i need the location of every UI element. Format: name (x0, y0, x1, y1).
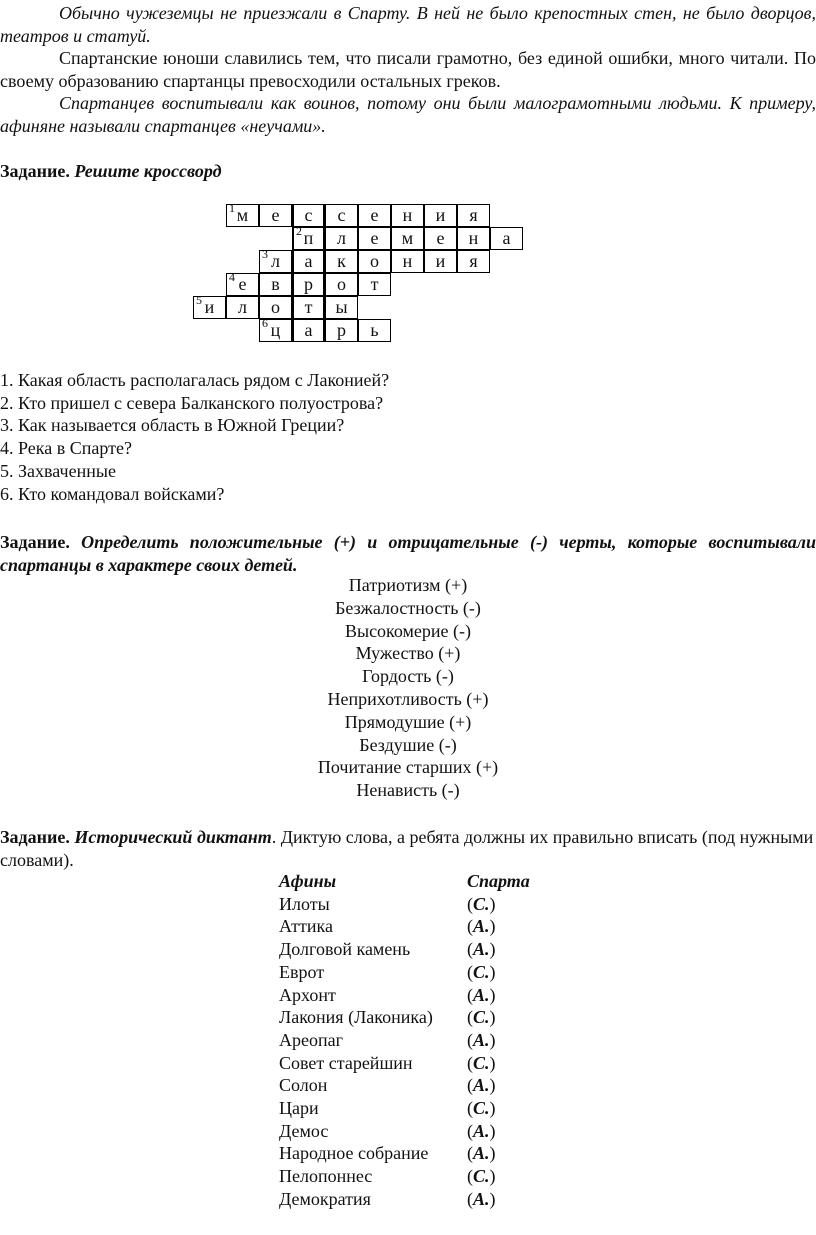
paren-open: ( (467, 1052, 473, 1073)
trait-item: Безжалостность (-) (335, 597, 481, 618)
term-cell: Демократия (279, 1188, 371, 1209)
crossword-cell (358, 204, 391, 227)
answer-cell (467, 961, 530, 984)
trait-item: Гордость (-) (362, 666, 454, 687)
answer-cell (467, 1188, 530, 1211)
answer-cell (467, 984, 530, 1007)
answer-letter: С. (473, 1007, 490, 1028)
answer-letter: С. (473, 1166, 490, 1187)
crossword-letter: т (370, 274, 379, 294)
paren-close: ) (489, 961, 496, 982)
table-row (279, 893, 530, 916)
crossword-letter: м (236, 205, 249, 225)
crossword-letter: п (303, 228, 314, 248)
crossword-question: 2. Кто пришел с севера Балканского полуострова? (0, 392, 384, 413)
answer-cell (467, 1074, 530, 1097)
answer-letter: А. (473, 1188, 490, 1209)
paren-open: ( (467, 984, 473, 1005)
crossword-letter: в (271, 274, 280, 294)
crossword-letter: т (304, 297, 313, 317)
crossword-cell (391, 204, 424, 227)
trait-item: Мужество (+) (355, 643, 461, 664)
answer-cell (467, 893, 530, 916)
paren-close: ) (489, 1029, 496, 1050)
crossword-letter: я (469, 251, 478, 271)
crossword-cell (292, 273, 325, 296)
intro-paragraph-3: Спартанцев воспитывали как воинов, потому они были малограмотными людьми. К примеру, афиняне называли спартанцев «неучами». (0, 93, 816, 136)
paren-close: ) (489, 1188, 496, 1209)
table-row (279, 1165, 530, 1188)
crossword-number: 4 (229, 270, 235, 284)
table-row (279, 1120, 530, 1143)
crossword-letter: л (337, 228, 346, 248)
crossword-letter: р (337, 320, 346, 340)
paren-open: ( (467, 1188, 473, 1209)
answer-cell (467, 1097, 530, 1120)
traits-task-heading (0, 531, 816, 576)
answer-letter: А. (473, 916, 490, 937)
crossword-cell (259, 247, 292, 273)
term-cell: Демос (279, 1120, 329, 1141)
crossword-letter: ы (335, 297, 348, 317)
paren-close: ) (489, 1007, 496, 1028)
term-cell: Илоты (279, 893, 330, 914)
intro-paragraph-1: Обычно чужеземцы не приезжали в Спарту. В ней не было крепостных стен, не было дворцов, театров и статуй. (0, 3, 816, 46)
crossword-letter: и (435, 205, 446, 225)
crossword-cell (259, 204, 292, 227)
trait-item: Высокомерие (-) (344, 620, 472, 641)
paren-close: ) (489, 916, 496, 937)
paren-open: ( (467, 916, 473, 937)
crossword-cell (358, 250, 391, 273)
trait-item: Бездушие (-) (359, 734, 457, 755)
term-cell: Архонт (279, 984, 336, 1005)
paren-close: ) (489, 984, 496, 1005)
paren-close: ) (489, 1166, 496, 1187)
crossword-letter: я (469, 205, 478, 225)
answer-letter: А. (473, 939, 490, 960)
table-row (279, 1006, 530, 1029)
answer-cell (467, 938, 530, 961)
crossword-letter: н (402, 251, 413, 271)
dictation-task-heading (0, 826, 816, 871)
task-label: Задание. (0, 161, 70, 181)
table-row (279, 1097, 530, 1120)
crossword-number: 3 (262, 247, 268, 261)
crossword-letter: н (402, 205, 413, 225)
crossword-letter: а (304, 251, 313, 271)
trait-item: Прямодушие (+) (344, 711, 472, 732)
crossword-letter: е (271, 205, 280, 225)
crossword-number: 6 (262, 316, 268, 330)
task-label: Задание. (0, 532, 70, 552)
crossword-cell (325, 273, 358, 296)
table-row (279, 1142, 530, 1165)
answer-letter: А. (473, 984, 490, 1005)
term-cell: Цари (279, 1098, 319, 1119)
answer-letter: С. (473, 961, 490, 982)
term-cell: Солон (279, 1075, 328, 1096)
crossword-letter: н (468, 228, 479, 248)
term-cell: Народное собрание (279, 1143, 429, 1164)
crossword-cell (292, 224, 325, 250)
crossword-letter: ц (270, 320, 281, 340)
crossword-letter: л (271, 251, 280, 271)
term-cell: Аттика (279, 916, 333, 937)
paren-open: ( (467, 1166, 473, 1187)
crossword-cell (424, 227, 457, 250)
paren-open: ( (467, 1029, 473, 1050)
column-header-athens: Афины (279, 871, 337, 891)
crossword-letter: е (436, 228, 445, 248)
paren-open: ( (467, 1098, 473, 1119)
table-row (279, 1029, 530, 1052)
paren-open: ( (467, 1075, 473, 1096)
crossword-cell (391, 227, 424, 250)
paren-close: ) (489, 1098, 496, 1119)
crossword-letter: к (337, 251, 346, 271)
answer-letter: С. (473, 1052, 490, 1073)
crossword-number: 5 (196, 293, 202, 307)
crossword-letter: о (271, 297, 280, 317)
answer-letter: С. (473, 1098, 490, 1119)
crossword-letter: с (304, 205, 313, 225)
column-header-sparta: Спарта (467, 871, 530, 891)
answer-cell (467, 1006, 530, 1029)
table-row (279, 1188, 530, 1211)
crossword-letter: о (370, 251, 379, 271)
crossword-cell (292, 250, 325, 273)
crossword-letter: л (238, 297, 247, 317)
crossword-cell (325, 204, 358, 227)
crossword-cell (358, 227, 391, 250)
crossword-cell (391, 250, 424, 273)
table-row (279, 984, 530, 1007)
crossword-cell (424, 204, 457, 227)
paren-close: ) (489, 1120, 496, 1141)
crossword-cell (424, 250, 457, 273)
dictation-table (279, 870, 530, 1211)
crossword-letter: а (502, 228, 511, 248)
term-cell: Долговой камень (279, 939, 411, 960)
answer-letter: А. (473, 1029, 490, 1050)
dictation-header-row (279, 870, 530, 893)
term-cell: Ареопаг (279, 1029, 343, 1050)
crossword-cell (259, 316, 292, 342)
crossword-cell (292, 319, 325, 342)
table-row (279, 961, 530, 984)
crossword-cell (490, 227, 523, 250)
crossword-cell (325, 296, 358, 319)
crossword-letter: е (370, 205, 379, 225)
trait-item: Почитание старших (+) (317, 757, 499, 778)
crossword-cell (358, 273, 391, 296)
crossword-number: 1 (229, 201, 235, 215)
answer-cell (467, 1052, 530, 1075)
paren-close: ) (489, 1143, 496, 1164)
crossword-letter: и (204, 297, 215, 317)
crossword-cell (325, 227, 358, 250)
crossword-letter: м (401, 228, 414, 248)
trait-item: Патриотизм (+) (348, 575, 468, 595)
crossword-question: 3. Как называется область в Южной Греции? (0, 415, 345, 436)
paren-open: ( (467, 1120, 473, 1141)
crossword-cell (226, 270, 259, 296)
table-row (279, 938, 530, 961)
task-title: Определить положительные (+) и отрицательные (-) черты, которые воспитывали спартанцы в характере своих детей. (0, 532, 816, 575)
table-row (279, 1074, 530, 1097)
crossword-questions (0, 369, 389, 505)
paren-open: ( (467, 961, 473, 982)
term-cell: Еврот (279, 961, 325, 982)
crossword-letter: о (337, 274, 346, 294)
paren-open: ( (467, 893, 473, 914)
crossword-letter: е (370, 228, 379, 248)
paren-open: ( (467, 1143, 473, 1164)
intro-paragraph-2: Спартанские юноши славились тем, что писали грамотно, без единой ошибки, много читали. По своему образованию спартанцы превосходили остальных греков. (0, 48, 816, 91)
crossword-cell (226, 296, 259, 319)
crossword-cell (193, 293, 226, 319)
crossword-task-heading (0, 160, 816, 183)
paren-close: ) (489, 893, 496, 914)
answer-cell (467, 1120, 530, 1143)
table-row (279, 915, 530, 938)
crossword-question: 1. Какая область располагалась рядом с Лаконией? (0, 370, 390, 390)
crossword-letter: с (337, 205, 346, 225)
paren-close: ) (489, 1052, 496, 1073)
task-text: . Диктую слова, а ребята должны их правильно вписать (под нужными словами). (0, 827, 814, 870)
crossword-cell (292, 296, 325, 319)
crossword-letter: е (238, 274, 247, 294)
crossword-letter: р (304, 274, 313, 294)
crossword-number: 2 (296, 224, 302, 238)
answer-letter: А. (473, 1143, 490, 1164)
traits-list (0, 574, 816, 802)
answer-letter: А. (473, 1075, 490, 1096)
term-cell: Лакония (Лаконика) (279, 1007, 433, 1028)
crossword-letter: ь (370, 320, 379, 340)
trait-item: Ненависть (-) (356, 780, 460, 801)
crossword-letter: а (304, 320, 313, 340)
crossword-cell (457, 204, 490, 227)
crossword-question: 4. Река в Спарте? (0, 438, 132, 459)
crossword-cell (457, 250, 490, 273)
trait-item: Неприхотливость (+) (327, 688, 489, 709)
task-title: Решите кроссворд (74, 161, 222, 181)
task-label: Задание. (0, 827, 70, 847)
table-row (279, 1052, 530, 1075)
answer-cell (467, 1142, 530, 1165)
answer-cell (467, 915, 530, 938)
crossword-question: 5. Захваченные (0, 460, 116, 481)
answer-cell (467, 1029, 530, 1052)
term-cell: Совет старейшин (279, 1052, 413, 1073)
crossword-cell (457, 227, 490, 250)
task-title: Исторический диктант (74, 827, 272, 847)
answer-letter: А. (473, 1120, 490, 1141)
paren-close: ) (489, 939, 496, 960)
paren-open: ( (467, 939, 473, 960)
crossword-question: 6. Кто командовал войсками? (0, 483, 225, 504)
crossword-cell (325, 319, 358, 342)
crossword-cell (358, 319, 391, 342)
crossword-cell (259, 273, 292, 296)
paren-close: ) (489, 1075, 496, 1096)
crossword-cell (325, 250, 358, 273)
term-cell: Пелопоннес (279, 1166, 373, 1187)
answer-letter: С. (473, 893, 490, 914)
paren-open: ( (467, 1007, 473, 1028)
answer-cell (467, 1165, 530, 1188)
crossword-cell (226, 201, 259, 227)
crossword-letter: и (435, 251, 446, 271)
